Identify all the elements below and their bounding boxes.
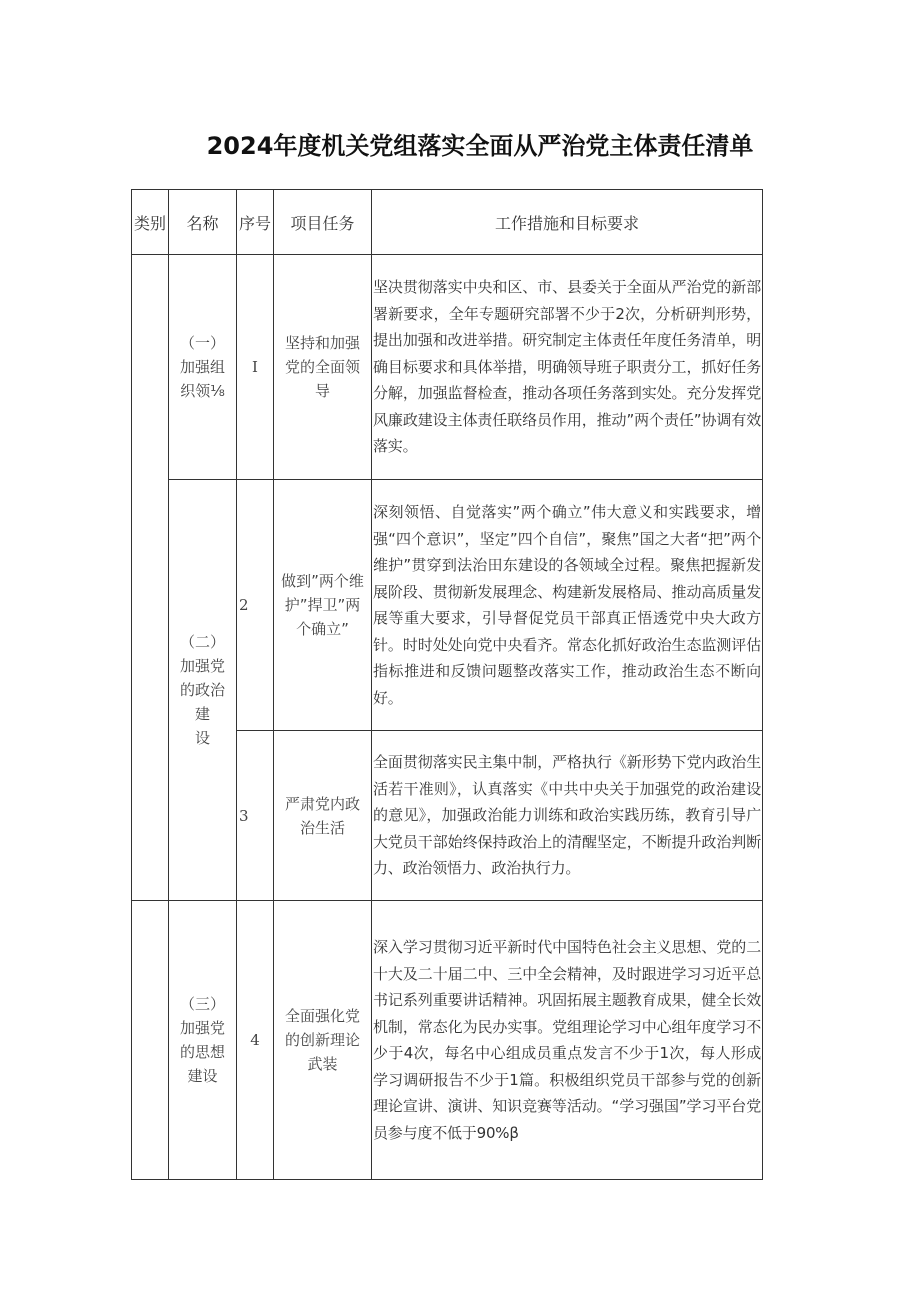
seq-cell: 3 bbox=[237, 731, 274, 901]
measures-cell: 坚决贯彻落实中央和区、市、县委关于全面从严治党的新部署新要求，全年专题研究部署不少于2次，分析研判形势，提出加强和改进举措。研究制定主体责任年度任务清单，明确目标要求和具体举措，明确领导班子职责分工，抓好任务分解，加强监督检查，推动各项任务落到实处。充分发挥党风廉政建设主体责任联络员作用，推动”两个责任”协调有效落实。 bbox=[372, 255, 763, 480]
table-row bbox=[132, 480, 763, 731]
category-cell bbox=[132, 255, 169, 901]
name-cell: （一） 加强组 织领⅛ bbox=[169, 255, 237, 480]
category-cell bbox=[132, 901, 169, 1180]
table-row bbox=[132, 255, 763, 480]
header-name: 名称 bbox=[169, 190, 237, 255]
table-row bbox=[132, 901, 763, 1180]
seq-cell: 4 bbox=[237, 901, 274, 1180]
task-cell: 做到”两个维 护”捍卫”两 个确立” bbox=[274, 480, 372, 731]
task-cell: 全面强化党 的创新理论 武装 bbox=[274, 901, 372, 1180]
name-cell: （三） 加强党 的思想 建设 bbox=[169, 901, 237, 1180]
task-cell: 坚持和加强 党的全面领 导 bbox=[274, 255, 372, 480]
header-seq: 序号 bbox=[237, 190, 274, 255]
responsibility-table bbox=[131, 189, 763, 1180]
page-title: 2024年度机关党组落实全面从严治党主体责任清单 bbox=[206, 132, 754, 160]
measures-cell: 全面贯彻落实民主集中制，严格执行《新形势下党内政治生活若干准则》，认真落实《中共中央关于加强党的政治建设的意见》，加强政治能力训练和政治实践历练，教育引导广大党员干部始终保持政治上的清醒坚定，不断提升政治判断力、政治领悟力、政治执行力。 bbox=[372, 731, 763, 901]
measures-cell: 深刻领悟、自觉落实”两个确立”伟大意义和实践要求，增强“四个意识”，坚定”四个自信”，聚焦”国之大者“把”两个维护”贯穿到法治田东建设的各领域全过程。聚焦把握新发展阶段、贯彻新发展理念、构建新发展格局、推动高质量发展等重大要求，引导督促党员干部真正悟透党中央大政方针。时时处处向党中央看齐。常态化抓好政治生态监测评估指标推进和反馈问题整改落实工作，推动政治生态不断向好。 bbox=[372, 480, 763, 731]
header-category: 类别 bbox=[132, 190, 169, 255]
seq-cell: 2 bbox=[237, 480, 274, 731]
header-row bbox=[132, 190, 763, 255]
measures-cell: 深入学习贯彻习近平新时代中国特色社会主义思想、党的二十大及二十届二中、三中全会精神，及时跟进学习习近平总书记系列重要讲话精神。巩固拓展主题教育成果，健全长效机制，常态化为民办实事。党组理论学习中心组年度学习不少于4次，每名中心组成员重点发言不少于1次，每人形成学习调研报告不少于1篇。积极组织党员干部参与党的创新理论宣讲、演讲、知识竞赛等活动。“学习强国”学习平台党员参与度不低于90%β bbox=[372, 901, 763, 1180]
name-cell: （二） 加强党 的政治 建 设 bbox=[169, 480, 237, 901]
task-cell: 严肃党内政 治生活 bbox=[274, 731, 372, 901]
seq-cell: I bbox=[237, 255, 274, 480]
header-measures: 工作措施和目标要求 bbox=[372, 190, 763, 255]
header-task: 项目任务 bbox=[274, 190, 372, 255]
